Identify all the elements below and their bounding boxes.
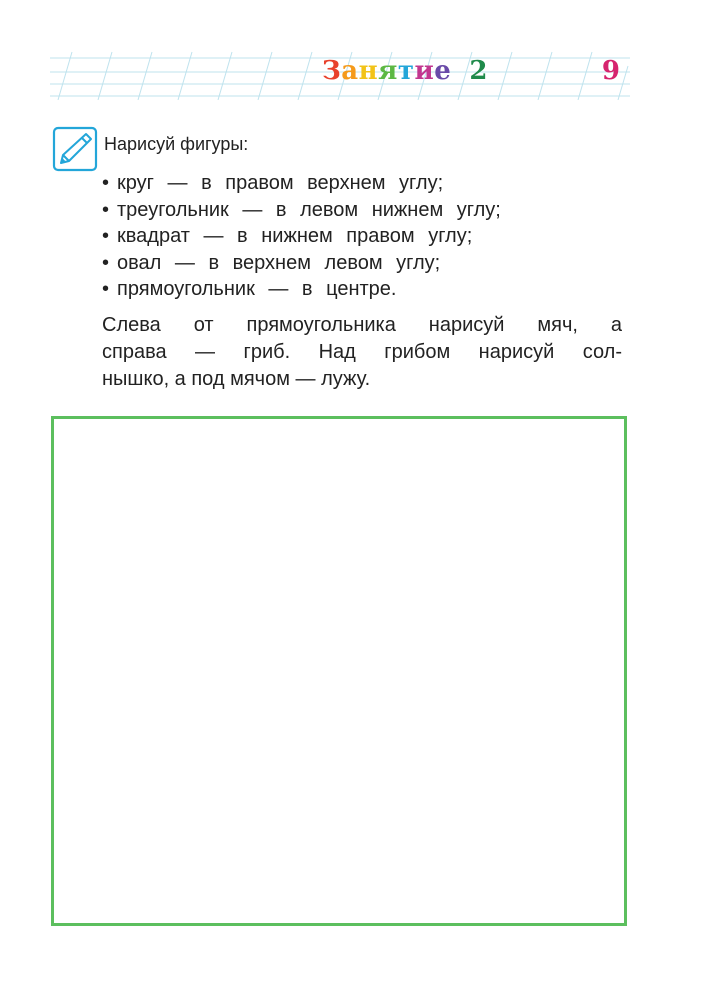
lesson-word-letter: я — [378, 56, 398, 86]
lesson-title — [322, 56, 488, 86]
pencil-icon — [52, 126, 98, 172]
lesson-word-letter: н — [358, 56, 379, 86]
lesson-word-letter: З — [322, 56, 342, 86]
paragraph-line: справа — гриб. Над грибом нарисуй сол- — [102, 341, 622, 363]
list-item: • квадрат — в нижнем правом углу; — [102, 223, 501, 250]
lesson-word-letter: е — [434, 56, 452, 86]
lesson-word — [322, 56, 451, 86]
list-item: • круг — в правом верхнем углу; — [102, 170, 501, 197]
lesson-word-letter: а — [341, 56, 359, 86]
list-item: • овал — в верхнем левом углу; — [102, 250, 501, 277]
page-header — [50, 48, 630, 100]
figure-list — [102, 170, 501, 303]
task-paragraph — [102, 312, 622, 393]
lesson-number: 2 — [469, 56, 488, 86]
paragraph-line: Слева от прямоугольника нарисуй мяч, а — [102, 314, 622, 336]
drawing-area[interactable] — [51, 416, 627, 926]
task-instruction: Нарисуй фигуры: — [104, 134, 249, 154]
list-item: • треугольник — в левом нижнем углу; — [102, 197, 501, 224]
paragraph-line: нышко, а под мячом — лужу. — [102, 368, 371, 390]
lesson-word-letter: т — [397, 56, 415, 86]
list-item: • прямоугольник — в центре. — [102, 276, 501, 303]
page-number: 9 — [601, 56, 620, 86]
lesson-word-letter: и — [414, 56, 435, 86]
